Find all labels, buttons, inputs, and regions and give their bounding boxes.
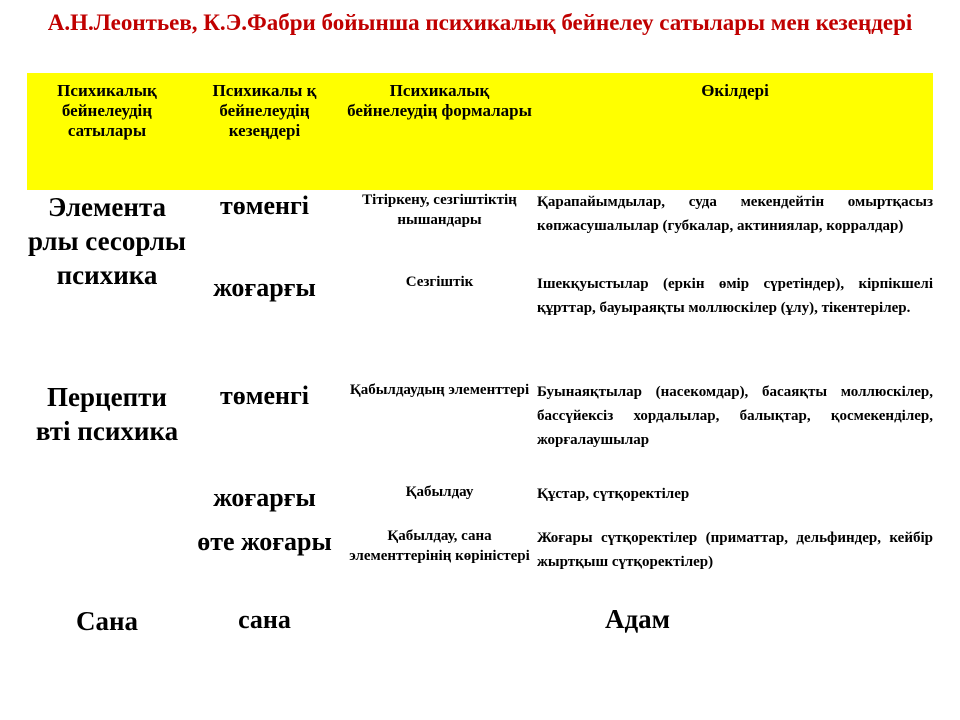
header-representatives: Өкілдері bbox=[537, 73, 933, 190]
stage-consciousness: Сана bbox=[75, 606, 139, 636]
table-row bbox=[27, 190, 933, 272]
period-cell: жоғарғы bbox=[213, 273, 316, 302]
stages-table bbox=[27, 73, 933, 654]
representatives-cell: Құстар, сүтқоректілер bbox=[537, 486, 690, 502]
period-cell: өте жоғары bbox=[197, 527, 332, 556]
table-row bbox=[27, 380, 933, 482]
period-cell: төменгі bbox=[219, 191, 310, 220]
form-cell: Сезгіштік bbox=[405, 274, 474, 290]
form-cell: Қабылдаудың элементтері bbox=[349, 382, 530, 398]
stage-perceptive: Перцепти вті психика bbox=[35, 382, 179, 446]
slide-title: А.Н.Леонтьев, К.Э.Фабри бойынша психикалық бейнелеу сатылары мен кезеңдері bbox=[47, 10, 913, 35]
form-cell: Қабылдау bbox=[405, 484, 474, 500]
table-row bbox=[27, 604, 933, 654]
period-cell: төменгі bbox=[219, 381, 310, 410]
representatives-cell: Қарапайымдылар, суда мекендейтін омыртқасыз көпжасушалылар (губкалар, актиниялар, корралдар) bbox=[537, 194, 933, 234]
representatives-cell: Жоғары сүтқоректілер (приматтар, дельфиндер, кейбір жыртқыш сүтқоректілер) bbox=[537, 530, 933, 570]
table-header-row bbox=[27, 73, 933, 190]
header-stages: Психикалық бейнелеудің сатылары bbox=[27, 73, 187, 190]
form-cell: Тітіркену, сезгіштіктің нышандары bbox=[362, 192, 517, 228]
representatives-cell: Буынаяқтылар (насекомдар), басаяқты моллюскілер, бассүйексіз хордалылар, балықтар, қосмекенділер, жорғалаушылар bbox=[537, 384, 933, 448]
form-cell: Қабылдау, сана элементтерінің көріністері bbox=[349, 528, 530, 564]
header-periods: Психикалы қ бейнелеудің кезеңдері bbox=[187, 73, 342, 190]
representatives-cell: Адам bbox=[604, 604, 671, 634]
representatives-cell: Ішекқуыстылар (еркін өмір сүретіндер), кірпікшелі құрттар, бауыраяқты моллюскілер (ұлу), тікентерілер. bbox=[537, 276, 933, 316]
header-forms: Психикалық бейнелеудің формалары bbox=[342, 73, 537, 190]
period-cell: жоғарғы bbox=[213, 483, 316, 512]
period-cell: сана bbox=[238, 605, 291, 634]
stage-sensory: Элемента рлы сесорлы психика bbox=[27, 192, 186, 290]
